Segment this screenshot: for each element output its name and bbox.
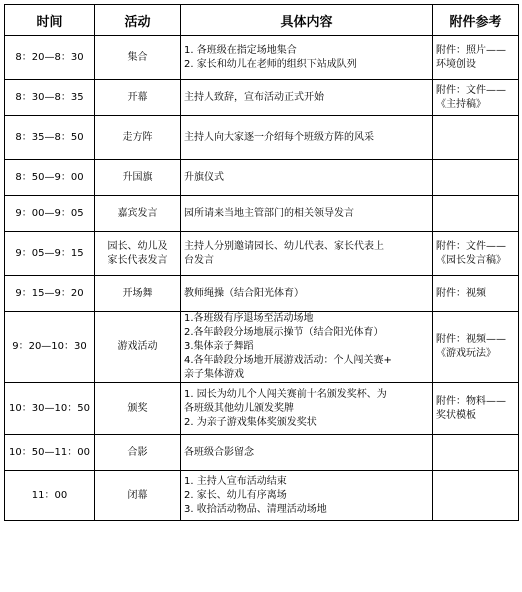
cell-content-line: 4.各年龄段分场地开展游戏活动：个人闯关赛+ bbox=[184, 355, 392, 366]
header-time: 时间 bbox=[5, 5, 95, 36]
cell-content bbox=[181, 232, 433, 276]
cell-content-line: 各班级合影留念 bbox=[184, 446, 254, 458]
cell-content-line: 主持人致辞，宣布活动正式开始 bbox=[184, 91, 324, 103]
table-row bbox=[5, 232, 519, 276]
cell-attachment-line: 《游戏玩法》 bbox=[436, 348, 496, 359]
cell-activity-line: 嘉宾发言 bbox=[117, 207, 158, 219]
cell-content-line: 各班级其他幼儿颁发奖牌 bbox=[184, 402, 294, 414]
cell-content bbox=[181, 116, 433, 160]
cell-attachment-line: 附件：物料—— bbox=[436, 395, 506, 407]
cell-activity bbox=[95, 312, 181, 383]
table-row bbox=[5, 80, 519, 116]
table-row bbox=[5, 276, 519, 312]
cell-activity bbox=[95, 383, 181, 435]
cell-time: 8：30—8：35 bbox=[5, 80, 95, 116]
cell-time: 9：05—9：15 bbox=[5, 232, 95, 276]
cell-activity-line: 合影 bbox=[127, 446, 148, 458]
cell-activity-line: 升国旗 bbox=[122, 171, 153, 183]
cell-attachment bbox=[433, 435, 519, 471]
cell-activity-line: 颁奖 bbox=[127, 402, 148, 414]
cell-attachment bbox=[433, 80, 519, 116]
cell-content-line: 教师绳操（结合阳光体育） bbox=[184, 287, 304, 299]
schedule-table-container bbox=[4, 4, 518, 521]
cell-attachment-line: 附件：文件—— bbox=[436, 84, 506, 96]
cell-attachment bbox=[433, 276, 519, 312]
cell-attachment bbox=[433, 36, 519, 80]
cell-activity bbox=[95, 196, 181, 232]
cell-content-line: 1. 园长为幼儿个人闯关赛前十名颁发奖杯、为 bbox=[184, 388, 387, 400]
header-activity: 活动 bbox=[95, 5, 181, 36]
cell-content-line: 2. 家长和幼儿在老师的组织下站成队列 bbox=[184, 58, 357, 70]
cell-content-line: 亲子集体游戏 bbox=[184, 369, 244, 380]
cell-activity bbox=[95, 276, 181, 312]
cell-activity bbox=[95, 232, 181, 276]
cell-content bbox=[181, 196, 433, 232]
cell-content-line: 台发言 bbox=[184, 254, 214, 266]
cell-activity bbox=[95, 160, 181, 196]
cell-content bbox=[181, 435, 433, 471]
table-row bbox=[5, 116, 519, 160]
cell-activity-line: 开场舞 bbox=[122, 287, 153, 299]
cell-activity-line: 家长代表发言 bbox=[107, 254, 168, 266]
header-row bbox=[5, 5, 519, 36]
cell-attachment bbox=[433, 196, 519, 232]
cell-attachment bbox=[433, 312, 519, 383]
cell-content-line: 1.各班级有序退场至活动场地 bbox=[184, 313, 314, 324]
cell-content bbox=[181, 36, 433, 80]
cell-time: 8：20—8：30 bbox=[5, 36, 95, 80]
cell-activity-line: 游戏活动 bbox=[117, 341, 158, 352]
table-row bbox=[5, 471, 519, 521]
cell-attachment-line: 附件：照片—— bbox=[436, 44, 506, 56]
cell-attachment bbox=[433, 232, 519, 276]
cell-content-line: 升旗仪式 bbox=[184, 171, 224, 183]
cell-content-line: 2. 为亲子游戏集体奖颁发奖状 bbox=[184, 416, 317, 428]
table-row bbox=[5, 435, 519, 471]
cell-attachment bbox=[433, 383, 519, 435]
cell-content-line: 1. 各班级在指定场地集合 bbox=[184, 44, 297, 56]
cell-activity-line: 园长、幼儿及 bbox=[107, 240, 168, 252]
cell-attachment-line: 《主持稿》 bbox=[436, 98, 486, 110]
cell-content-line: 主持人向大家逐一介绍每个班级方阵的风采 bbox=[184, 131, 374, 143]
cell-content bbox=[181, 383, 433, 435]
cell-activity bbox=[95, 435, 181, 471]
cell-content-line: 2.各年龄段分场地展示操节（结合阳光体育） bbox=[184, 327, 384, 338]
cell-attachment-line: 奖状模板 bbox=[436, 409, 476, 421]
cell-time: 9：15—9：20 bbox=[5, 276, 95, 312]
cell-attachment bbox=[433, 160, 519, 196]
cell-activity-line: 开幕 bbox=[127, 91, 148, 103]
cell-time: 9：20—10：30 bbox=[5, 312, 95, 383]
cell-content bbox=[181, 471, 433, 521]
cell-attachment-line: 附件：视频—— bbox=[436, 334, 506, 345]
cell-attachment-line: 《园长发言稿》 bbox=[436, 254, 506, 266]
cell-content-line: 2. 家长、幼儿有序离场 bbox=[184, 489, 287, 501]
cell-time: 8：50—9：00 bbox=[5, 160, 95, 196]
cell-activity bbox=[95, 471, 181, 521]
cell-content bbox=[181, 312, 433, 383]
header-attachment: 附件参考 bbox=[433, 5, 519, 36]
cell-time: 8：35—8：50 bbox=[5, 116, 95, 160]
table-row bbox=[5, 196, 519, 232]
cell-activity-line: 闭幕 bbox=[127, 489, 148, 501]
cell-time: 11：00 bbox=[5, 471, 95, 521]
table-row bbox=[5, 312, 519, 383]
cell-attachment bbox=[433, 116, 519, 160]
table-row bbox=[5, 160, 519, 196]
schedule-table bbox=[4, 4, 519, 521]
cell-attachment bbox=[433, 471, 519, 521]
cell-content-line: 3. 收拾活动物品、清理活动场地 bbox=[184, 503, 327, 515]
header-content: 具体内容 bbox=[181, 5, 433, 36]
cell-content-line: 主持人分别邀请园长、幼儿代表、家长代表上 bbox=[184, 240, 384, 252]
cell-attachment-line: 附件：视频 bbox=[436, 287, 486, 299]
cell-content bbox=[181, 160, 433, 196]
table-row bbox=[5, 36, 519, 80]
cell-activity-line: 走方阵 bbox=[122, 131, 153, 143]
cell-time: 9：00—9：05 bbox=[5, 196, 95, 232]
cell-content-line: 园所请来当地主管部门的相关领导发言 bbox=[184, 207, 354, 219]
cell-time: 10：50—11：00 bbox=[5, 435, 95, 471]
cell-attachment-line: 环境创设 bbox=[436, 58, 476, 70]
cell-content bbox=[181, 276, 433, 312]
table-body bbox=[5, 36, 519, 521]
cell-attachment-line: 附件：文件—— bbox=[436, 240, 506, 252]
table-row bbox=[5, 383, 519, 435]
cell-activity bbox=[95, 36, 181, 80]
cell-activity bbox=[95, 80, 181, 116]
cell-activity-line: 集合 bbox=[127, 51, 148, 63]
cell-content-line: 3.集体亲子舞蹈 bbox=[184, 341, 254, 352]
cell-time: 10：30—10：50 bbox=[5, 383, 95, 435]
cell-activity bbox=[95, 116, 181, 160]
cell-content bbox=[181, 80, 433, 116]
cell-content-line: 1. 主持人宣布活动结束 bbox=[184, 475, 287, 487]
